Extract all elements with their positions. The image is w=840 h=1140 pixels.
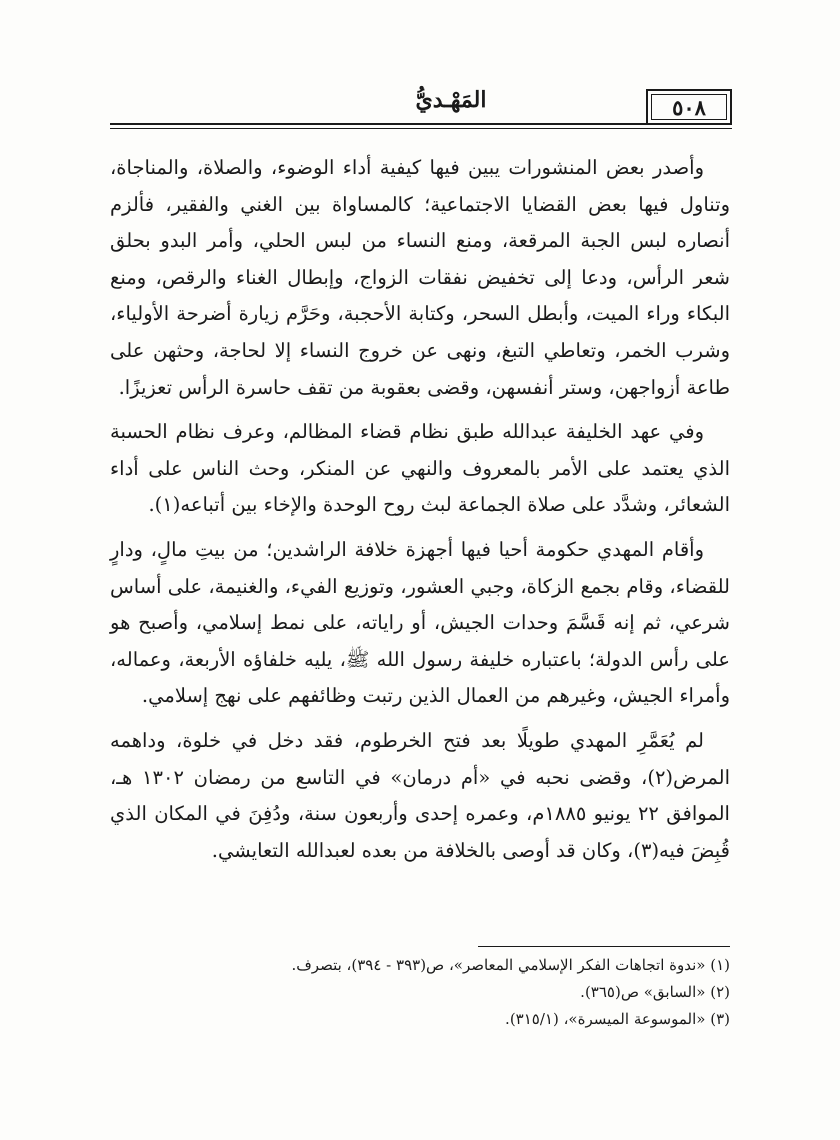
footnote-1: (١) «ندوة اتجاهات الفكر الإسلامي المعاصر»، ص(٣٩٣ - ٣٩٤)، بتصرف. bbox=[291, 956, 730, 974]
footnote-separator bbox=[478, 946, 730, 947]
footnotes bbox=[110, 952, 730, 1033]
main-text bbox=[110, 150, 730, 877]
paragraph-4: لم يُعَمَّرِ المهدي طويلًا بعد فتح الخرطوم، فقد دخل في خلوة، وداهمه المرض(٢)، وقضى نحبه في «أم درمان» في التاسع من رمضان ١٣٠٢ هـ، الموافق ٢٢ يونيو ١٨٨٥م، وعمره إحدى وأربعون سنة، ودُفِنَ في المكان الذي قُبِضَ فيه(٣)، وكان قد أوصى بالخلافة من بعده لعبدالله التعايشي. bbox=[110, 728, 730, 862]
footnote-2: (٢) «السابق» ص(٣٦٥). bbox=[580, 983, 730, 1001]
running-title: المَهْـديُّ bbox=[415, 87, 487, 113]
header-rule-thin bbox=[110, 128, 732, 129]
paragraph-2: وفي عهد الخليفة عبدالله طبق نظام قضاء المظالم، وعرف نظام الحسبة الذي يعتمد على الأمر بالمعروف والنهي عن المنكر، وحث الناس على أداء الشعائر، وشدَّد على صلاة الجماعة لبث روح الوحدة والإخاء بين أتباعه(١). bbox=[110, 420, 730, 517]
paragraph-3: وأقام المهدي حكومة أحيا فيها أجهزة خلافة الراشدين؛ من بيتِ مالٍ، ودارٍ للقضاء، وقام بجمع الزكاة، وجبي العشور، وتوزيع الفيء، والغنيمة، على أساس شرعي، ثم إنه قَسَّمَ وحدات الجيش، أو راياته، على نمط إسلامي، وأصبح هو على رأس الدولة؛ باعتباره خليفة رسول الله ﷺ، يليه خلفاؤه الأربعة، وعماله، وأمراء الجيش، وغيرهم من العمال الذين رتبت وظائفهم على نهج إسلامي. bbox=[110, 537, 730, 708]
footnote-3: (٣) «الموسوعة الميسرة»، (٣١٥/١). bbox=[505, 1010, 730, 1028]
paragraph-1: وأصدر بعض المنشورات يبين فيها كيفية أداء الوضوء، والصلاة، والمناجاة، وتناول فيها بعض القضايا الاجتماعية؛ كالمساواة بين الغني والفقير، فألزم أنصاره لبس الجبة المرقعة، ومنع النساء من لبس الحلي، وأمر البدو بحلق شعر الرأس، ودعا إلى تخفيض نفقات الزواج، وإبطال الغناء والرقص، ومنع البكاء وراء الميت، وأبطل السحر، وكتابة الأحجبة، وحَرَّم زيارة أضرحة الأولياء، وشرب الخمر، وتعاطي التبغ، ونهى عن خروج النساء إلا لحاجة، وحثهن على طاعة أزواجهن، وستر أنفسهن، وقضى بعقوبة من تقف حاسرة الرأس تعزيزًا. bbox=[110, 156, 730, 399]
header-rule-thick bbox=[110, 123, 732, 125]
page-number: ٥٠٨ bbox=[672, 94, 706, 120]
page-header bbox=[110, 85, 732, 127]
